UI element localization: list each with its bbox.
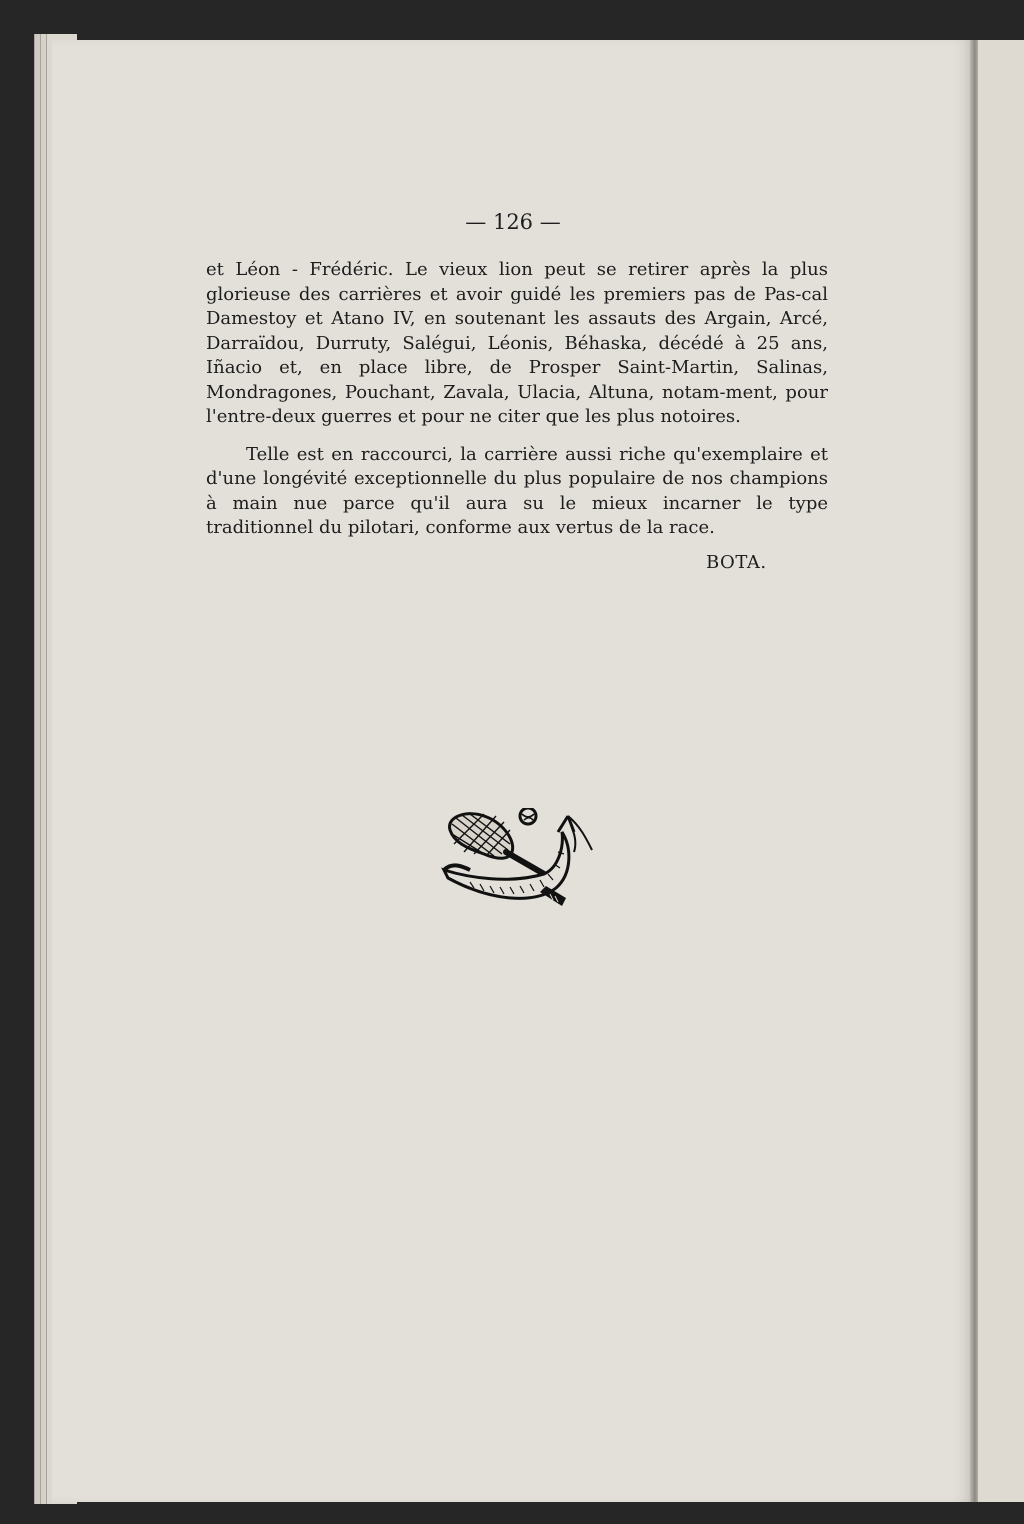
pelota-ball-icon [520, 808, 536, 824]
book-page [52, 40, 974, 1502]
paragraph-2: Telle est en raccourci, la carrière aussi riche qu'exemplaire et d'une longévité exceptionnelle du plus populaire de nos champions à main nue parce qu'il aura su le mieux incarner le type traditionnel du pilotari, conforme aux vertus de la race. [206, 443, 828, 538]
paragraph-1: et Léon - Frédéric. Le vieux lion peut se retirer après la plus glorieuse des carrières et avoir guidé les premiers pas de Pas-cal Damestoy et Atano IV, en soutenant les assauts des Argain, Arcé, Darraïdou, Durruty, Salégui, Léonis, Béhaska, décédé à 25 ans, Iñacio et, en place libre, de Prosper Saint-Martin, Salinas, Mondragones, Pouchant, Zavala, Ulacia, Altuna, notam-ment, pour l'entre-deux guerres et pour ne citer que les plus notoires. [206, 259, 828, 427]
book-gutter [970, 40, 978, 1502]
author-signature: BOTA. [706, 552, 767, 573]
paddle-icon [450, 814, 558, 882]
pelota-paddle-and-chistera-icon [440, 808, 608, 916]
facing-page-edge [978, 40, 1024, 1502]
page-number: — 126 — [465, 210, 561, 234]
body-text [206, 258, 828, 541]
